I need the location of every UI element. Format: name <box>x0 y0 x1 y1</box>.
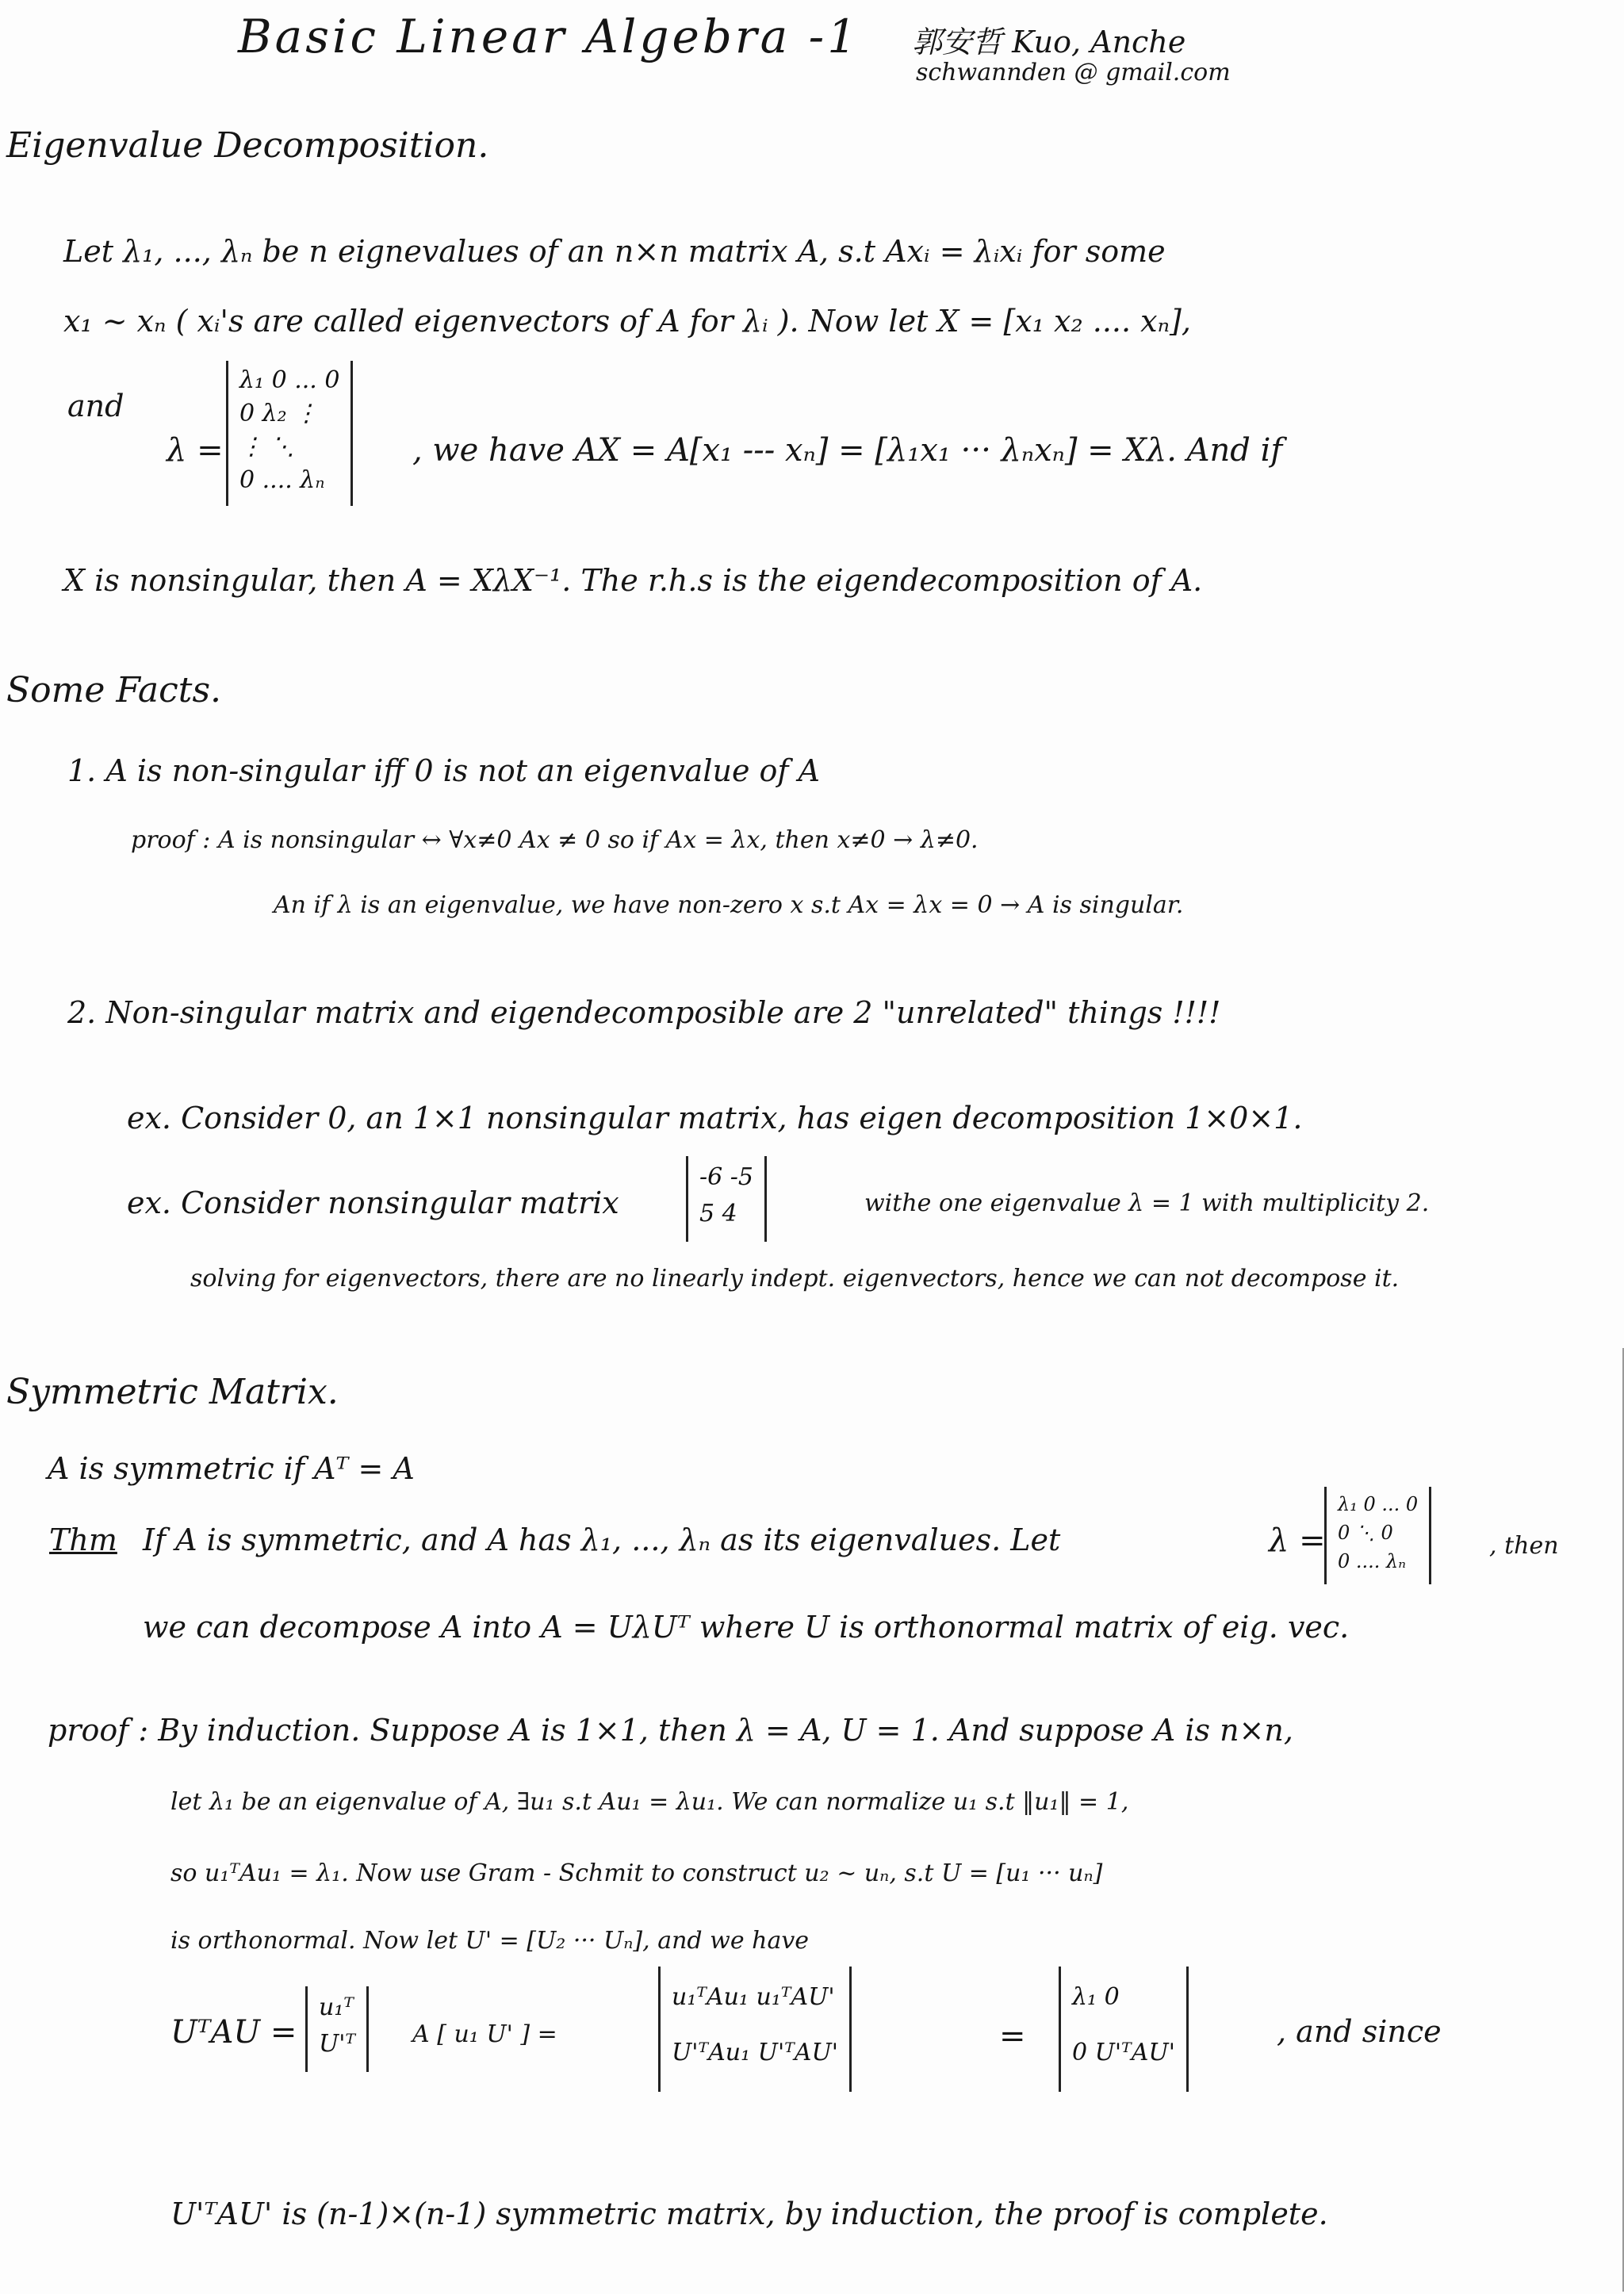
eigen-line-3: , we have AX = A[x₁ --- xₙ] = [λ₁x₁ ··· λₙxₙ] = Xλ. And if <box>412 432 1283 469</box>
matrix-row: 0 ⋱ 0 <box>1338 1522 1393 1544</box>
eigen-line-4: X is nonsingular, then A = XλX⁻¹. The r.h.s is the eigendecomposition of A. <box>63 563 1203 598</box>
matrix-row: λ₁ 0 <box>1072 1983 1120 2011</box>
proof-line-1: proof : By induction. Suppose A is 1×1, then λ = A, U = 1. And suppose A is n×n, <box>48 1713 1293 1748</box>
theorem-line-1: If A is symmetric, and A has λ₁, ..., λₙ as its eigenvalues. Let <box>143 1522 1061 1557</box>
matrix-row: 0 .... λₙ <box>239 466 325 494</box>
fact-2-example-3: solving for eigenvectors, there are no linearly indept. eigenvectors, hence we can not decompose it. <box>190 1265 1400 1293</box>
eigen-line-2: x₁ ~ xₙ ( xᵢ's are called eigenvectors of A for λᵢ ). Now let X = [x₁ x₂ .... xₙ], <box>63 304 1191 339</box>
lambda-eq: λ = <box>167 432 224 469</box>
matrix-row: ⋮ ⋱ <box>239 433 295 461</box>
proof-line-4: is orthonormal. Now let U' = [U₂ ··· Uₙ], and we have <box>170 1927 810 1955</box>
matrix-row: λ₁ 0 ... 0 <box>1338 1493 1419 1515</box>
matrix-row: -6 -5 <box>699 1163 753 1191</box>
fact-2-example-2-end: withe one eigenvalue λ = 1 with multiplicity 2. <box>864 1189 1430 1217</box>
author-name: 郭安哲 Kuo, Anche <box>912 25 1186 59</box>
fact-2-example-2: ex. Consider nonsingular matrix <box>127 1185 619 1220</box>
symmetric-definition: A is symmetric if Aᵀ = A <box>48 1451 415 1486</box>
equation-lhs: UᵀAU = <box>170 2014 297 2051</box>
section-heading-eigen: Eigenvalue Decomposition. <box>6 125 489 166</box>
fact-1-proof-line-1: proof : A is nonsingular ↔ ∀x≠0 Ax ≠ 0 so if Ax = λx, then x≠0 → λ≠0. <box>131 826 979 854</box>
matrix-row: 5 4 <box>699 1200 737 1227</box>
proof-line-2: let λ₁ be an eigenvalue of A, ∃u₁ s.t Au₁ = λu₁. We can normalize u₁ s.t ‖u₁‖ = 1, <box>170 1788 1129 1816</box>
matrix-row: λ₁ 0 ... 0 <box>239 366 340 394</box>
fact-2: 2. Non-singular matrix and eigendecomposible are 2 "unrelated" things !!!! <box>67 995 1221 1030</box>
equation-mid-1: A [ u₁ U' ] = <box>412 2020 557 2048</box>
section-heading-facts: Some Facts. <box>6 670 222 710</box>
theorem-line-1-end: , then <box>1489 1532 1559 1560</box>
author-email: schwannden @ gmail.com <box>916 59 1231 86</box>
lambda-eq: λ = <box>1269 1522 1326 1559</box>
matrix-row: 0 .... λₙ <box>1338 1550 1406 1572</box>
fact-1-proof-line-2: An if λ is an eigenvalue, we have non-zero x s.t Ax = λx = 0 → A is singular. <box>274 891 1184 919</box>
fact-2-example-1: ex. Consider 0, an 1×1 nonsingular matrix, has eigen decomposition 1×0×1. <box>127 1101 1303 1136</box>
section-heading-symmetric: Symmetric Matrix. <box>6 1372 339 1412</box>
matrix-row: U'ᵀ <box>319 2030 356 2058</box>
equation-result-matrix <box>1059 1967 1189 2092</box>
eigen-line-3-and: and <box>67 389 124 423</box>
equation-matrix-1 <box>305 1986 369 2072</box>
matrix-row: U'ᵀAu₁ U'ᵀAU' <box>672 2039 838 2066</box>
theorem-line-2: we can decompose A into A = UλUᵀ where U is orthonormal matrix of eig. vec. <box>143 1610 1350 1645</box>
matrix-row: u₁ᵀ <box>319 1993 354 2021</box>
matrix-row: 0 U'ᵀAU' <box>1072 2039 1175 2066</box>
equation-tail: , and since <box>1277 2014 1442 2049</box>
equation-mid-2: = <box>999 2018 1026 2055</box>
theorem-label: Thm <box>49 1522 117 1557</box>
matrix-row: 0 λ₂ ⋮ <box>239 400 319 427</box>
example-matrix <box>686 1156 767 1242</box>
theorem-lambda-matrix <box>1324 1487 1431 1584</box>
lambda-diagonal-matrix <box>226 361 353 506</box>
proof-line-3: so u₁ᵀAu₁ = λ₁. Now use Gram - Schmit to construct u₂ ~ uₙ, s.t U = [u₁ ··· uₙ] <box>170 1859 1103 1887</box>
proof-line-5: U'ᵀAU' is (n-1)×(n-1) symmetric matrix, by induction, the proof is complete. <box>170 2196 1328 2231</box>
eigen-line-1: Let λ₁, ..., λₙ be n eignevalues of an n×n matrix A, s.t Axᵢ = λᵢxᵢ for some <box>63 234 1166 269</box>
page-title: Basic Linear Algebra -1 <box>238 10 860 63</box>
matrix-row: u₁ᵀAu₁ u₁ᵀAU' <box>672 1983 835 2011</box>
equation-block-matrix <box>658 1967 852 2092</box>
fact-1: 1. A is non-singular iff 0 is not an eigenvalue of A <box>67 753 820 788</box>
